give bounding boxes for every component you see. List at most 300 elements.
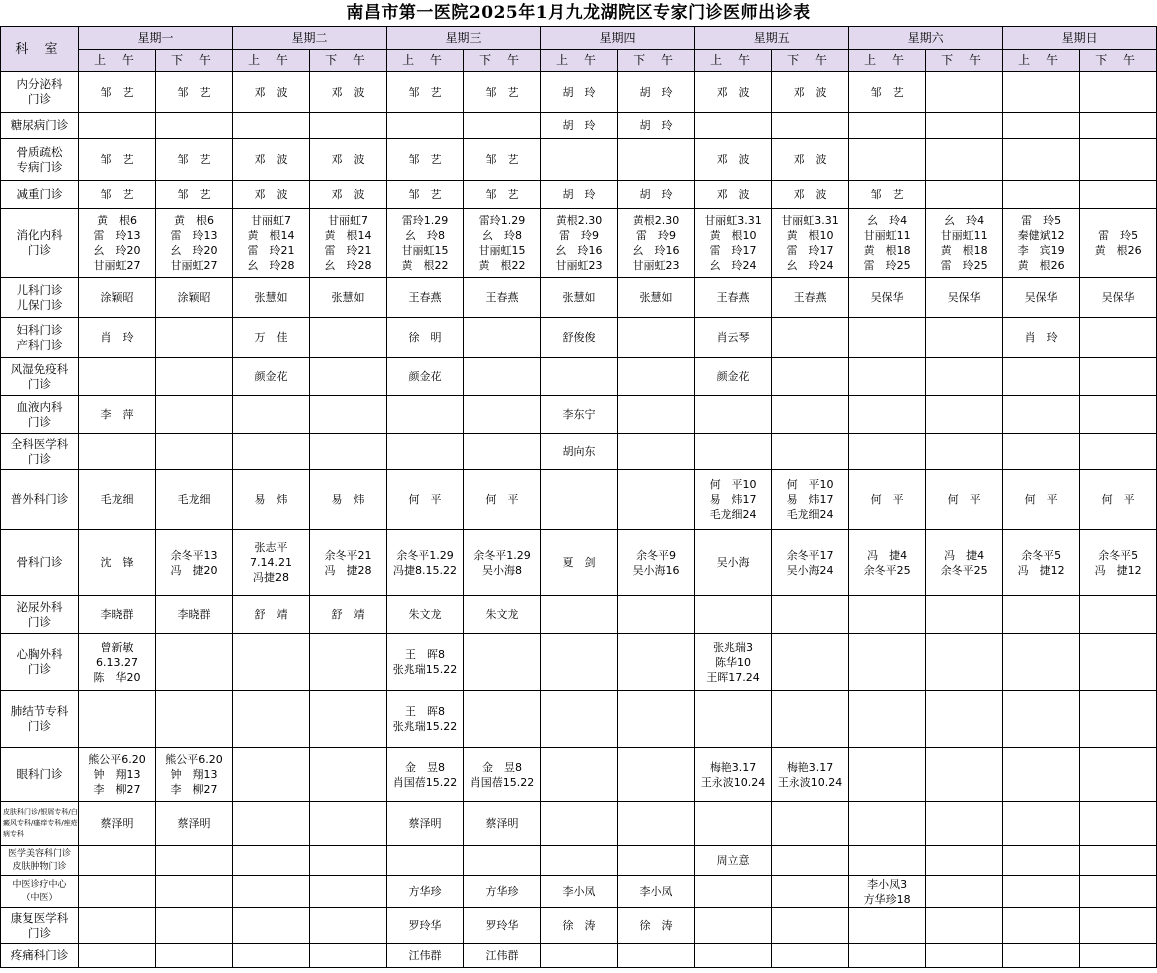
table-row — [1, 113, 1157, 139]
schedule-cell — [1080, 139, 1157, 181]
header-morning: 上 午 — [695, 50, 772, 72]
schedule-cell — [772, 358, 849, 396]
schedule-cell — [1003, 181, 1080, 209]
schedule-cell — [1003, 748, 1080, 802]
schedule-cell — [233, 113, 310, 139]
schedule-cell: 邹 艺 — [849, 72, 926, 113]
schedule-cell — [387, 434, 464, 470]
schedule-cell — [156, 691, 233, 748]
schedule-cell: 徐 涛 — [618, 908, 695, 944]
schedule-cell: 冯 捷4 余冬平25 — [926, 530, 1003, 596]
schedule-cell: 邓 波 — [310, 139, 387, 181]
schedule-cell — [772, 596, 849, 634]
header-afternoon: 下 午 — [1080, 50, 1157, 72]
schedule-cell: 邹 艺 — [387, 139, 464, 181]
table-row — [1, 748, 1157, 802]
schedule-cell — [1003, 691, 1080, 748]
schedule-cell — [695, 944, 772, 968]
schedule-cell: 朱文龙 — [387, 596, 464, 634]
schedule-cell: 毛龙细 — [79, 470, 156, 530]
schedule-cell — [233, 846, 310, 876]
schedule-cell: 金 昱8 肖国蓓15.22 — [464, 748, 541, 802]
header-day: 星期日 — [1003, 27, 1157, 50]
schedule-cell — [233, 748, 310, 802]
table-row — [1, 876, 1157, 908]
schedule-cell: 易 炜 — [310, 470, 387, 530]
schedule-cell: 余冬平17 吴小海24 — [772, 530, 849, 596]
schedule-cell — [464, 434, 541, 470]
schedule-cell: 余冬平1.29 吴小海8 — [464, 530, 541, 596]
schedule-cell — [464, 113, 541, 139]
schedule-cell — [310, 318, 387, 358]
schedule-cell — [695, 596, 772, 634]
schedule-cell: 李东宁 — [541, 396, 618, 434]
schedule-cell: 甘丽虹7 黄 根14 雷 玲21 幺 玲28 — [233, 209, 310, 278]
header-morning: 上 午 — [79, 50, 156, 72]
schedule-cell — [1080, 358, 1157, 396]
schedule-cell: 李晓群 — [79, 596, 156, 634]
schedule-table — [0, 26, 1157, 968]
schedule-cell: 熊公平6.20 钟 翔13 李 柳27 — [156, 748, 233, 802]
schedule-cell — [618, 470, 695, 530]
schedule-cell: 涂颖昭 — [156, 278, 233, 318]
schedule-cell — [233, 876, 310, 908]
schedule-cell: 邹 艺 — [464, 72, 541, 113]
schedule-cell: 肖云琴 — [695, 318, 772, 358]
schedule-cell — [156, 634, 233, 691]
department-cell: 皮肤科门诊/银屑专科/白癜风专科/瘙痒专科/痤疮病专科 — [1, 802, 79, 846]
schedule-cell: 王春燕 — [772, 278, 849, 318]
schedule-cell: 胡 玲 — [618, 113, 695, 139]
header-day: 星期六 — [849, 27, 1003, 50]
department-cell: 普外科门诊 — [1, 470, 79, 530]
schedule-cell: 黄根2.30 雷 玲9 幺 玲16 甘丽虹23 — [618, 209, 695, 278]
schedule-cell — [1080, 434, 1157, 470]
schedule-cell — [387, 113, 464, 139]
table-row — [1, 318, 1157, 358]
schedule-cell — [1003, 596, 1080, 634]
schedule-cell — [1080, 802, 1157, 846]
header-morning: 上 午 — [233, 50, 310, 72]
schedule-cell: 李 萍 — [79, 396, 156, 434]
schedule-cell: 吴小海 — [695, 530, 772, 596]
schedule-cell — [926, 318, 1003, 358]
schedule-cell — [695, 691, 772, 748]
schedule-cell: 邹 艺 — [79, 72, 156, 113]
schedule-cell — [772, 876, 849, 908]
schedule-cell — [1003, 358, 1080, 396]
schedule-cell — [1003, 396, 1080, 434]
schedule-cell — [618, 691, 695, 748]
schedule-cell — [310, 944, 387, 968]
schedule-cell — [1080, 908, 1157, 944]
header-afternoon: 下 午 — [464, 50, 541, 72]
schedule-cell — [618, 434, 695, 470]
department-cell: 全科医学科 门诊 — [1, 434, 79, 470]
schedule-cell — [618, 802, 695, 846]
schedule-cell: 舒俊俊 — [541, 318, 618, 358]
schedule-cell — [310, 691, 387, 748]
schedule-cell: 何 平 — [464, 470, 541, 530]
schedule-cell — [233, 908, 310, 944]
schedule-cell — [1003, 944, 1080, 968]
header-day: 星期二 — [233, 27, 387, 50]
schedule-cell: 周立意 — [695, 846, 772, 876]
schedule-cell — [849, 908, 926, 944]
department-cell: 妇科门诊 产科门诊 — [1, 318, 79, 358]
table-row — [1, 530, 1157, 596]
header-day: 星期一 — [79, 27, 233, 50]
schedule-cell — [772, 691, 849, 748]
schedule-cell: 胡向东 — [541, 434, 618, 470]
schedule-cell — [464, 358, 541, 396]
schedule-cell — [849, 434, 926, 470]
table-row — [1, 470, 1157, 530]
schedule-cell — [926, 691, 1003, 748]
schedule-cell — [156, 908, 233, 944]
schedule-cell — [926, 181, 1003, 209]
schedule-cell — [541, 358, 618, 396]
table-row — [1, 181, 1157, 209]
schedule-cell: 颜金花 — [233, 358, 310, 396]
schedule-cell — [772, 802, 849, 846]
schedule-cell — [79, 876, 156, 908]
schedule-cell: 王春燕 — [464, 278, 541, 318]
schedule-cell: 邹 艺 — [387, 72, 464, 113]
schedule-cell: 蔡泽明 — [156, 802, 233, 846]
page-title: 南昌市第一医院2025年1月九龙湖院区专家门诊医师出诊表 — [346, 3, 811, 23]
table-row — [1, 358, 1157, 396]
schedule-cell — [1080, 634, 1157, 691]
table-row — [1, 72, 1157, 113]
schedule-cell: 邹 艺 — [156, 139, 233, 181]
schedule-cell: 邹 艺 — [464, 139, 541, 181]
header-afternoon: 下 午 — [926, 50, 1003, 72]
header-afternoon: 下 午 — [156, 50, 233, 72]
schedule-cell: 张慧如 — [541, 278, 618, 318]
schedule-cell — [79, 691, 156, 748]
schedule-cell — [1080, 396, 1157, 434]
schedule-cell: 江伟群 — [464, 944, 541, 968]
schedule-cell — [772, 396, 849, 434]
schedule-cell — [772, 318, 849, 358]
schedule-cell — [310, 634, 387, 691]
schedule-cell — [1003, 634, 1080, 691]
schedule-cell: 曾新敏 6.13.27 陈 华20 — [79, 634, 156, 691]
schedule-cell — [541, 691, 618, 748]
schedule-cell — [618, 139, 695, 181]
header-morning: 上 午 — [387, 50, 464, 72]
header-afternoon: 下 午 — [772, 50, 849, 72]
schedule-cell — [849, 396, 926, 434]
schedule-cell — [849, 318, 926, 358]
table-row — [1, 434, 1157, 470]
schedule-cell: 王 晖8 张兆瑞15.22 — [387, 634, 464, 691]
schedule-cell — [772, 113, 849, 139]
schedule-cell — [926, 876, 1003, 908]
schedule-cell: 吴保华 — [1080, 278, 1157, 318]
schedule-cell: 毛龙细 — [156, 470, 233, 530]
schedule-cell — [695, 396, 772, 434]
schedule-cell — [695, 876, 772, 908]
schedule-cell — [464, 846, 541, 876]
department-cell: 医学美容科门诊 皮肤肿物门诊 — [1, 846, 79, 876]
schedule-cell: 易 炜 — [233, 470, 310, 530]
schedule-cell — [772, 846, 849, 876]
schedule-cell: 邓 波 — [772, 181, 849, 209]
schedule-cell — [1003, 908, 1080, 944]
schedule-cell — [310, 748, 387, 802]
schedule-cell: 李小凤 — [618, 876, 695, 908]
schedule-cell — [310, 802, 387, 846]
schedule-cell: 张慧如 — [618, 278, 695, 318]
schedule-cell: 邓 波 — [310, 72, 387, 113]
table-row — [1, 396, 1157, 434]
schedule-cell — [464, 396, 541, 434]
schedule-cell: 黄 根6 雷 玲13 幺 玲20 甘丽虹27 — [79, 209, 156, 278]
schedule-cell: 胡 玲 — [541, 181, 618, 209]
schedule-cell — [541, 596, 618, 634]
schedule-cell: 胡 玲 — [618, 181, 695, 209]
schedule-cell: 张志平 7.14.21 冯捷28 — [233, 530, 310, 596]
schedule-cell: 徐 涛 — [541, 908, 618, 944]
schedule-cell: 张慧如 — [233, 278, 310, 318]
schedule-cell — [849, 596, 926, 634]
schedule-cell: 李小凤3 方华珍18 — [849, 876, 926, 908]
header-morning: 上 午 — [541, 50, 618, 72]
schedule-cell — [926, 944, 1003, 968]
schedule-cell — [926, 596, 1003, 634]
schedule-cell: 何 平 — [926, 470, 1003, 530]
schedule-cell — [156, 318, 233, 358]
department-cell: 内分泌科 门诊 — [1, 72, 79, 113]
schedule-cell: 何 平 — [1080, 470, 1157, 530]
schedule-cell — [541, 470, 618, 530]
schedule-cell — [618, 634, 695, 691]
schedule-cell — [233, 691, 310, 748]
header-day: 星期五 — [695, 27, 849, 50]
schedule-cell: 罗玲华 — [464, 908, 541, 944]
schedule-cell: 蔡泽明 — [79, 802, 156, 846]
schedule-cell — [310, 434, 387, 470]
schedule-cell: 余冬平5 冯 捷12 — [1003, 530, 1080, 596]
department-cell: 消化内科 门诊 — [1, 209, 79, 278]
schedule-cell: 王 晖8 张兆瑞15.22 — [387, 691, 464, 748]
department-cell: 中医诊疗中心 （中医） — [1, 876, 79, 908]
schedule-cell: 张慧如 — [310, 278, 387, 318]
schedule-cell — [618, 944, 695, 968]
schedule-cell: 甘丽虹3.31 黄 根10 雷 玲17 幺 玲24 — [695, 209, 772, 278]
schedule-cell: 邹 艺 — [156, 72, 233, 113]
schedule-cell: 邓 波 — [695, 72, 772, 113]
schedule-cell: 何 平 — [387, 470, 464, 530]
schedule-cell — [464, 634, 541, 691]
schedule-cell — [387, 396, 464, 434]
schedule-cell — [772, 434, 849, 470]
schedule-cell — [79, 846, 156, 876]
schedule-cell — [464, 318, 541, 358]
schedule-cell: 方华珍 — [464, 876, 541, 908]
schedule-cell — [541, 944, 618, 968]
schedule-cell — [926, 846, 1003, 876]
schedule-cell — [310, 876, 387, 908]
schedule-cell — [310, 358, 387, 396]
schedule-cell: 胡 玲 — [618, 72, 695, 113]
schedule-cell: 幺 玲4 甘丽虹11 黄 根18 雷 玲25 — [849, 209, 926, 278]
schedule-cell — [849, 358, 926, 396]
table-row — [1, 139, 1157, 181]
schedule-cell: 邓 波 — [233, 139, 310, 181]
schedule-cell — [79, 908, 156, 944]
schedule-cell: 李晓群 — [156, 596, 233, 634]
schedule-cell — [926, 434, 1003, 470]
schedule-cell — [541, 139, 618, 181]
header-day: 星期四 — [541, 27, 695, 50]
schedule-cell — [618, 318, 695, 358]
table-row — [1, 846, 1157, 876]
schedule-cell — [849, 802, 926, 846]
schedule-cell — [310, 396, 387, 434]
schedule-cell: 甘丽虹7 黄 根14 雷 玲21 幺 玲28 — [310, 209, 387, 278]
schedule-cell — [1080, 113, 1157, 139]
schedule-cell: 余冬平9 吴小海16 — [618, 530, 695, 596]
schedule-cell — [233, 634, 310, 691]
schedule-cell — [1003, 113, 1080, 139]
table-row — [1, 278, 1157, 318]
schedule-cell — [849, 691, 926, 748]
department-cell: 风湿免疫科 门诊 — [1, 358, 79, 396]
schedule-cell: 雷玲1.29 幺 玲8 甘丽虹15 黄 根22 — [464, 209, 541, 278]
schedule-cell: 张兆瑞3 陈华10 王晖17.24 — [695, 634, 772, 691]
schedule-cell — [926, 396, 1003, 434]
schedule-cell — [1003, 846, 1080, 876]
header-afternoon: 下 午 — [618, 50, 695, 72]
department-cell: 疼痛科门诊 — [1, 944, 79, 968]
schedule-cell: 王春燕 — [695, 278, 772, 318]
schedule-cell: 沈 锋 — [79, 530, 156, 596]
schedule-cell: 颜金花 — [387, 358, 464, 396]
schedule-cell — [156, 944, 233, 968]
schedule-cell — [233, 802, 310, 846]
schedule-cell: 雷 玲5 秦健斌12 李 宾19 黄 根26 — [1003, 209, 1080, 278]
schedule-cell: 梅艳3.17 王永波10.24 — [772, 748, 849, 802]
schedule-cell: 梅艳3.17 王永波10.24 — [695, 748, 772, 802]
schedule-cell: 余冬平5 冯 捷12 — [1080, 530, 1157, 596]
schedule-cell: 夏 剑 — [541, 530, 618, 596]
schedule-cell — [233, 434, 310, 470]
schedule-cell: 雷 玲5 黄 根26 — [1080, 209, 1157, 278]
schedule-cell — [618, 846, 695, 876]
schedule-cell — [233, 396, 310, 434]
schedule-cell — [1080, 318, 1157, 358]
schedule-cell — [1080, 596, 1157, 634]
department-cell: 泌尿外科 门诊 — [1, 596, 79, 634]
schedule-cell — [79, 113, 156, 139]
table-row — [1, 802, 1157, 846]
schedule-cell — [849, 139, 926, 181]
schedule-cell — [772, 908, 849, 944]
schedule-cell: 余冬平21 冯 捷28 — [310, 530, 387, 596]
schedule-cell: 余冬平13 冯 捷20 — [156, 530, 233, 596]
header-department: 科 室 — [1, 27, 79, 72]
schedule-cell: 邓 波 — [772, 72, 849, 113]
schedule-cell: 何 平 — [849, 470, 926, 530]
schedule-cell: 黄 根6 雷 玲13 幺 玲20 甘丽虹27 — [156, 209, 233, 278]
header-morning: 上 午 — [849, 50, 926, 72]
schedule-cell — [772, 944, 849, 968]
schedule-cell: 方华珍 — [387, 876, 464, 908]
schedule-cell — [1080, 748, 1157, 802]
department-cell: 心胸外科 门诊 — [1, 634, 79, 691]
schedule-cell: 邹 艺 — [849, 181, 926, 209]
schedule-cell — [233, 944, 310, 968]
schedule-cell: 吴保华 — [849, 278, 926, 318]
schedule-cell: 蔡泽明 — [464, 802, 541, 846]
schedule-cell — [541, 802, 618, 846]
schedule-cell: 徐 明 — [387, 318, 464, 358]
schedule-cell: 邓 波 — [233, 72, 310, 113]
schedule-cell: 邓 波 — [233, 181, 310, 209]
schedule-cell — [849, 634, 926, 691]
schedule-cell — [849, 846, 926, 876]
department-cell: 骨科门诊 — [1, 530, 79, 596]
schedule-cell: 胡 玲 — [541, 72, 618, 113]
table-row — [1, 908, 1157, 944]
schedule-cell: 吴保华 — [926, 278, 1003, 318]
schedule-cell: 余冬平1.29 冯捷8.15.22 — [387, 530, 464, 596]
schedule-cell — [541, 748, 618, 802]
department-cell: 儿科门诊 儿保门诊 — [1, 278, 79, 318]
schedule-cell — [79, 944, 156, 968]
schedule-cell: 邓 波 — [695, 139, 772, 181]
schedule-cell — [156, 846, 233, 876]
schedule-cell: 邹 艺 — [464, 181, 541, 209]
schedule-cell: 王春燕 — [387, 278, 464, 318]
schedule-cell — [156, 434, 233, 470]
schedule-cell: 邓 波 — [772, 139, 849, 181]
schedule-cell: 胡 玲 — [541, 113, 618, 139]
schedule-cell — [387, 846, 464, 876]
schedule-cell — [618, 748, 695, 802]
table-row — [1, 596, 1157, 634]
schedule-cell — [156, 358, 233, 396]
schedule-cell — [618, 358, 695, 396]
schedule-cell — [1080, 181, 1157, 209]
schedule-cell — [695, 113, 772, 139]
schedule-cell — [926, 802, 1003, 846]
schedule-cell — [1080, 691, 1157, 748]
schedule-cell — [1003, 802, 1080, 846]
table-row — [1, 944, 1157, 968]
department-cell: 眼科门诊 — [1, 748, 79, 802]
schedule-cell — [618, 396, 695, 434]
schedule-cell — [79, 434, 156, 470]
schedule-cell — [618, 596, 695, 634]
schedule-cell — [926, 748, 1003, 802]
schedule-cell: 万 佳 — [233, 318, 310, 358]
schedule-cell — [1080, 846, 1157, 876]
schedule-cell: 冯 捷4 余冬平25 — [849, 530, 926, 596]
department-cell: 血液内科 门诊 — [1, 396, 79, 434]
schedule-cell — [310, 908, 387, 944]
schedule-cell — [541, 634, 618, 691]
schedule-cell: 邹 艺 — [79, 181, 156, 209]
schedule-cell: 金 昱8 肖国蓓15.22 — [387, 748, 464, 802]
schedule-cell: 舒 靖 — [310, 596, 387, 634]
schedule-cell: 幺 玲4 甘丽虹11 黄 根18 雷 玲25 — [926, 209, 1003, 278]
schedule-cell: 朱文龙 — [464, 596, 541, 634]
schedule-cell — [541, 846, 618, 876]
